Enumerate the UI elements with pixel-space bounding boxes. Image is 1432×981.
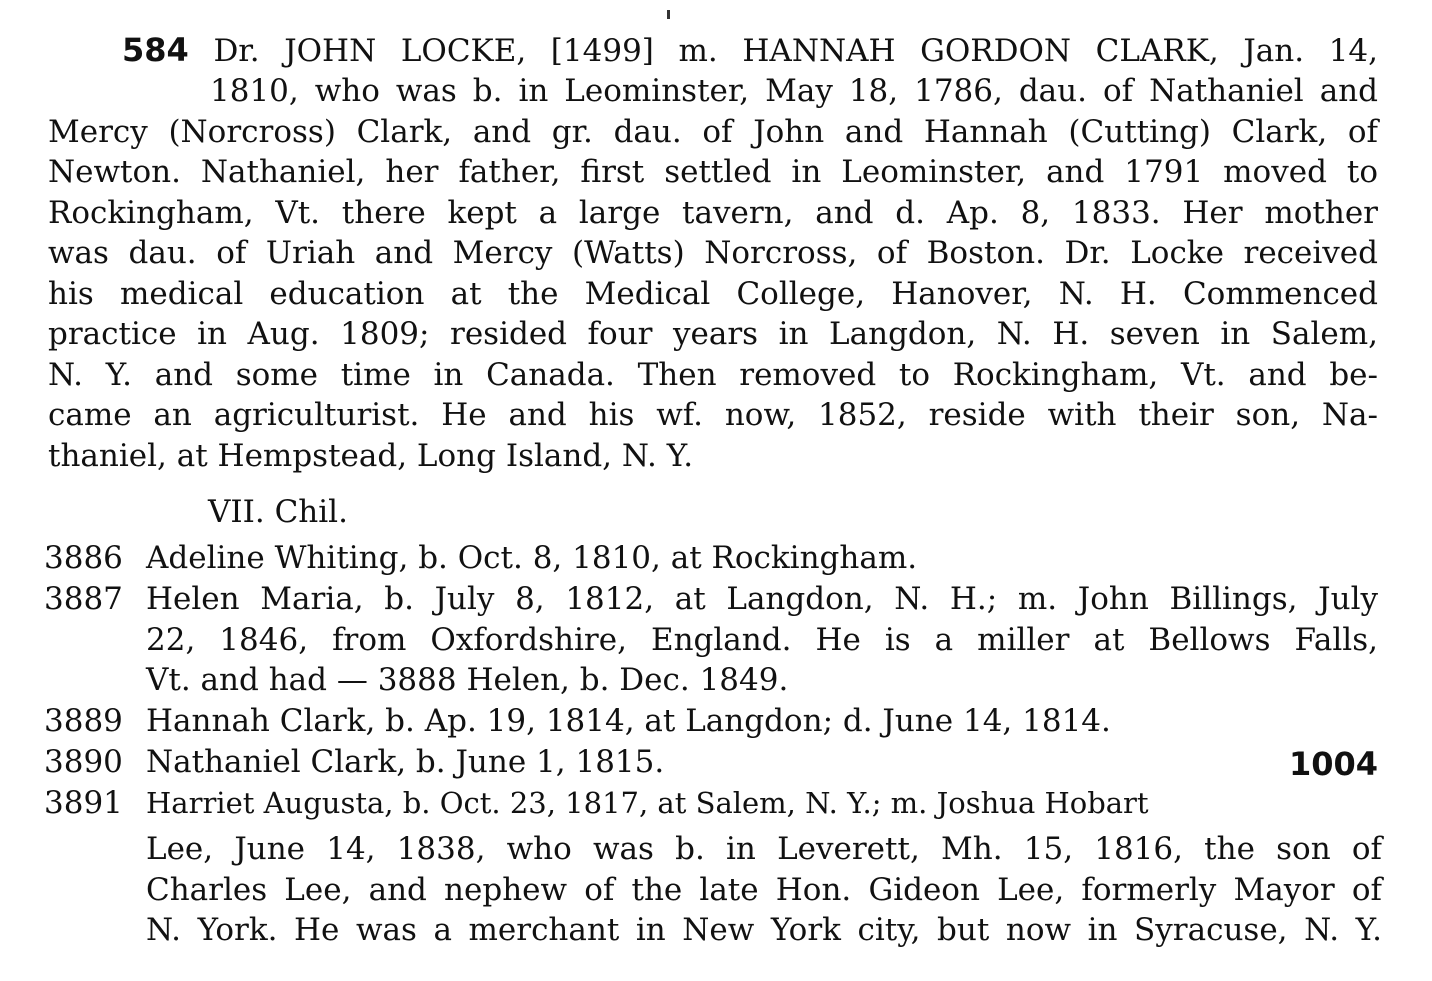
- entry-line-6: was dau. of Uriah and Mercy (Watts) Norcross, of Boston. Dr. Locke received: [48, 235, 1378, 271]
- child-number: 3891: [44, 785, 123, 821]
- entry-line-4: Newton. Nathaniel, her father, first settled in Leominster, and 1791 moved to: [48, 154, 1378, 190]
- child-line: Helen Maria, b. July 8, 1812, at Langdon, N. H.; m. John Billings, July: [146, 581, 1378, 617]
- child-line: Lee, June 14, 1838, who was b. in Leverett, Mh. 15, 1816, the son of: [146, 831, 1382, 867]
- child-line: Hannah Clark, b. Ap. 19, 1814, at Langdon; d. June 14, 1814.: [146, 703, 1111, 739]
- children-heading: VII. Chil.: [208, 494, 348, 530]
- child-number: 3886: [44, 540, 123, 576]
- entry-line-2: 1810, who was b. in Leominster, May 18, 1786, dau. of Nathaniel and: [210, 73, 1378, 109]
- child-line: N. York. He was a merchant in New York city, but now in Syracuse, N. Y.: [146, 912, 1382, 948]
- entry-line-8: practice in Aug. 1809; resided four years in Langdon, N. H. seven in Salem,: [48, 316, 1378, 352]
- entry-line-5: Rockingham, Vt. there kept a large tavern, and d. Ap. 8, 1833. Her mother: [48, 195, 1378, 231]
- entry-line-10: came an agriculturist. He and his wf. now, 1852, reside with their son, Na-: [48, 397, 1378, 433]
- entry-line-3: Mercy (Norcross) Clark, and gr. dau. of John and Hannah (Cutting) Clark, of: [48, 114, 1378, 150]
- entry-first-line: [122, 32, 1378, 69]
- child-line: Charles Lee, and nephew of the late Hon. Gideon Lee, formerly Mayor of: [146, 872, 1382, 908]
- page-number: 1004: [1288, 745, 1378, 783]
- child-number: 3890: [44, 744, 123, 780]
- entry-line-9: N. Y. and some time in Canada. Then removed to Rockingham, Vt. and be-: [48, 357, 1378, 393]
- child-number: 3889: [44, 703, 123, 739]
- child-line: 22, 1846, from Oxfordshire, England. He is a miller at Bellows Falls,: [146, 622, 1378, 658]
- print-mark: [667, 10, 670, 19]
- child-line: Nathaniel Clark, b. June 1, 1815.: [146, 744, 665, 780]
- entry-line-7: his medical education at the Medical College, Hanover, N. H. Commenced: [48, 276, 1378, 312]
- child-line: Adeline Whiting, b. Oct. 8, 1810, at Rockingham.: [146, 540, 918, 576]
- child-line: Harriet Augusta, b. Oct. 23, 1817, at Salem, N. Y.; m. Joshua Hobart: [146, 786, 1149, 820]
- entry-line-11: thaniel, at Hempstead, Long Island, N. Y.: [48, 438, 694, 474]
- child-line: Vt. and had — 3888 Helen, b. Dec. 1849.: [146, 662, 789, 698]
- entry-line-1: Dr. JOHN LOCKE, [1499] m. HANNAH GORDON CLARK, Jan. 14,: [213, 33, 1378, 69]
- child-number: 3887: [44, 581, 123, 617]
- entry-number: 584: [122, 31, 189, 69]
